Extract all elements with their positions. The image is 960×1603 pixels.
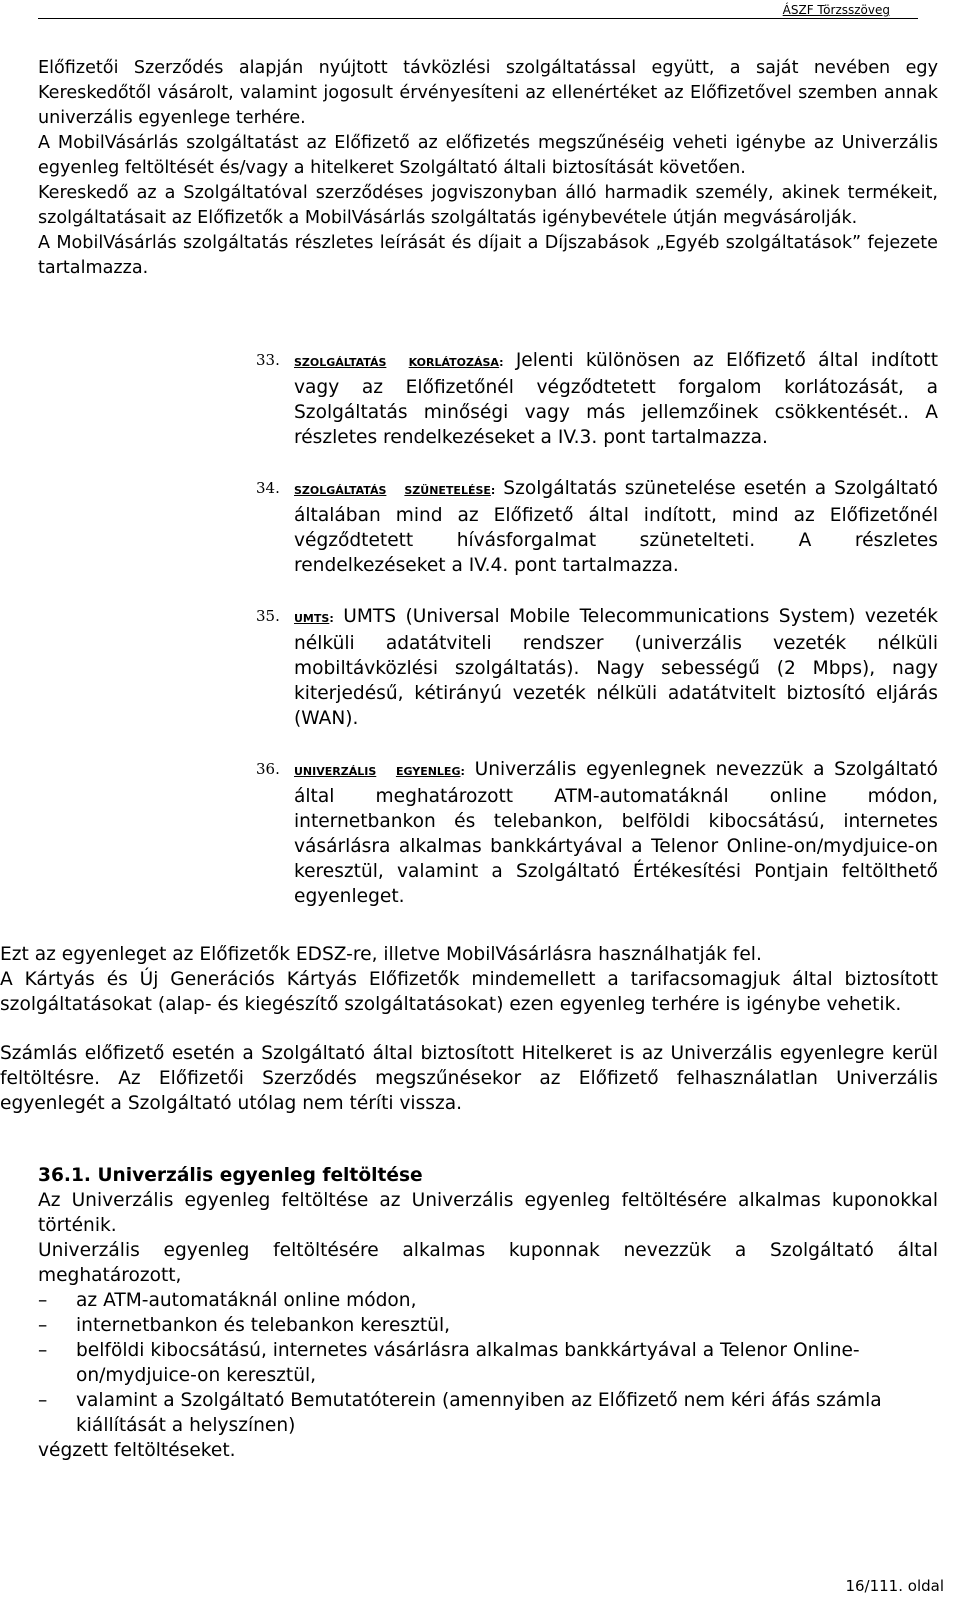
list-item-text: az ATM-automatáknál online módon, [76,1290,417,1311]
section-paragraph: Univerzális egyenleg feltöltésére alkalmas kuponnak nevezzük a Szolgáltató által meghatározott, [38,1240,938,1286]
definition-text: Szolgáltatás szünetelése esetén a Szolgáltató általában mind az Előfizető által indított, mind az Előfizetőnél végződtetett hívásforgalmat szünetelteti. A részletes rendelkezéseket a IV.4. pont tartalmazza. [294,478,938,576]
page-header [38,2,918,19]
list-item-text: valamint a Szolgáltató Bemutatóterein (amennyiben az Előfizető nem kéri áfás számla kiállítását a helyszínen) [76,1390,882,1436]
dash-bullet: – [38,1340,48,1361]
definition-term: UMTS [294,612,330,625]
intro-paragraph: A MobilVásárlás szolgáltatást az Előfizető az előfizetés megszűnéséig veheti igénybe az Univerzális egyenleg feltöltését és/vagy a hitelkeret Szolgáltató általi biztosítását követően. [38,133,938,178]
dash-bullet: – [38,1315,48,1336]
definition-term: SZOLGÁLTATÁS [294,484,387,497]
dash-bullet: – [38,1290,48,1311]
bullet-list [38,1288,938,1438]
section-heading [38,1163,938,1188]
definitions-list [256,348,938,909]
definition-item: 35. UMTS: UMTS (Universal Mobile Telecommunications System) vezeték nélküli adatátviteli rendszer (univerzális vezeték nélküli mobiltávközlési szolgáltatás). Nagy sebességű (2 Mbps), nagy kiterjedésű, kétirányú vezeték nélküli adatátvitelt biztosító eljárás (WAN). [256,606,938,729]
section-paragraph: Az Univerzális egyenleg feltöltése az Univerzális egyenleg feltöltésére alkalmas kuponokkal történik. [38,1190,938,1236]
definition-term: KORLÁTOZÁSA [408,356,500,369]
header-title: ÁSZF Törzsszöveg [782,3,890,17]
definition-item: 34. SZOLGÁLTATÁS SZÜNETELÉSE: Szolgáltatás szünetelése esetén a Szolgáltató általában mind az Előfizető által indított, mind az Előfizetőnél végződtetett hívásforgalmat szünetelteti. A részletes rendelkezéseket a IV.4. pont tartalmazza. [256,478,938,576]
definition-term: UNIVERZÁLIS [294,765,377,778]
list-item [38,1288,938,1313]
section-number: 36.1. [38,1165,91,1186]
definition-text: UMTS (Universal Mobile Telecommunications System) vezeték nélküli adatátviteli rendszer (univerzális vezeték nélküli mobiltávközlési szolgáltatás). Nagy sebességű (2 Mbps), nagy kiterjedésű, kétirányú vezeték nélküli adatátvitelt biztosító eljárás (WAN). [294,606,938,729]
middle-block [0,942,938,1116]
definition-item: 33. SZOLGÁLTATÁS KORLÁTOZÁSA: Jelenti különösen az Előfizető által indított vagy az Előfizetőnél végződtetett forgalom korlátozását, a Szolgáltatás minőségi vagy más jellemzőinek csökkentését.. A részletes rendelkezéseket a IV.3. pont tartalmazza. [256,350,938,448]
section-title: Univerzális egyenleg feltöltése [97,1165,423,1186]
list-item [38,1313,938,1338]
intro-paragraph: Előfizetői Szerződés alapján nyújtott távközlési szolgáltatással együtt, a saját nevében egy Kereskedőtől vásárolt, valamint jogosult érvényesíteni az ellenértéket az Előfizetővel szemben annak univerzális egyenlege terhére. [38,58,938,128]
definition-number: 36. [256,760,280,778]
body-paragraph: Ezt az egyenleget az Előfizetők EDSZ-re, illetve MobilVásárlásra használhatják fel. [0,944,762,965]
list-item-text: internetbankon és telebankon keresztül, [76,1315,451,1336]
definition-term: SZÜNETELÉSE [404,484,491,497]
body-paragraph: Számlás előfizető esetén a Szolgáltató által biztosított Hitelkeret is az Univerzális egyenlegre kerül feltöltésre. Az Előfizetői Szerződés megszűnésekor az Előfizető felhasználatlan Univerzális egyenlegét a Szolgáltató utólag nem téríti vissza. [0,1043,938,1114]
definition-text: Univerzális egyenlegnek nevezzük a Szolgáltató által meghatározott ATM-automatáknál online módon, internetbankon és telebankon, belföldi kibocsátású, internetes vásárlásra alkalmas bankkártyával a Telenor Online-on/mydjuice-on keresztül, valamint a Szolgáltató Értékesítési Pontjain feltölthető egyenleget. [294,759,938,907]
page-number: 16/111. oldal [845,1577,944,1595]
list-item-text: belföldi kibocsátású, internetes vásárlásra alkalmas bankkártyával a Telenor Online-on/mydjuice-on keresztül, [76,1340,860,1386]
section-36-1 [38,1163,938,1463]
dash-bullet: – [38,1390,48,1411]
intro-paragraph: A MobilVásárlás szolgáltatás részletes leírását és díjait a Díjszabások „Egyéb szolgáltatások” fejezete tartalmazza. [38,233,938,278]
definition-term: EGYENLEG [395,765,461,778]
definition-number: 34. [256,479,280,497]
intro-block [38,56,938,281]
definition-term: SZOLGÁLTATÁS [294,356,387,369]
definition-number: 35. [256,607,280,625]
list-item [38,1388,938,1438]
body-paragraph: A Kártyás és Új Generációs Kártyás Előfizetők mindemellett a tarifacsomagjuk által biztosított szolgáltatásokat (alap- és kiegészítő szolgáltatásokat) ezen egyenleg terhére is igénybe vehetik. [0,969,938,1015]
definition-number: 33. [256,351,280,369]
list-item [38,1338,938,1388]
definition-item: 36. UNIVERZÁLIS EGYENLEG: Univerzális egyenlegnek nevezzük a Szolgáltató által meghatározott ATM-automatáknál online módon, internetbankon és telebankon, belföldi kibocsátású, internetes vásárlásra alkalmas bankkártyával a Telenor Online-on/mydjuice-on keresztül, valamint a Szolgáltató Értékesítési Pontjain feltölthető egyenleget. [256,759,938,907]
section-paragraph: végzett feltöltéseket. [38,1440,236,1461]
definition-text: Jelenti különösen az Előfizető által indított vagy az Előfizetőnél végződtetett forgalom korlátozását, a Szolgáltatás minőségi vagy más jellemzőinek csökkentését.. A részletes rendelkezéseket a IV.3. pont tartalmazza. [294,350,938,448]
intro-paragraph: Kereskedő az a Szolgáltatóval szerződéses jogviszonyban álló harmadik személy, akinek termékeit, szolgáltatásait az Előfizetők a MobilVásárlás szolgáltatás igénybevétele útján megvásárolják. [38,183,938,228]
